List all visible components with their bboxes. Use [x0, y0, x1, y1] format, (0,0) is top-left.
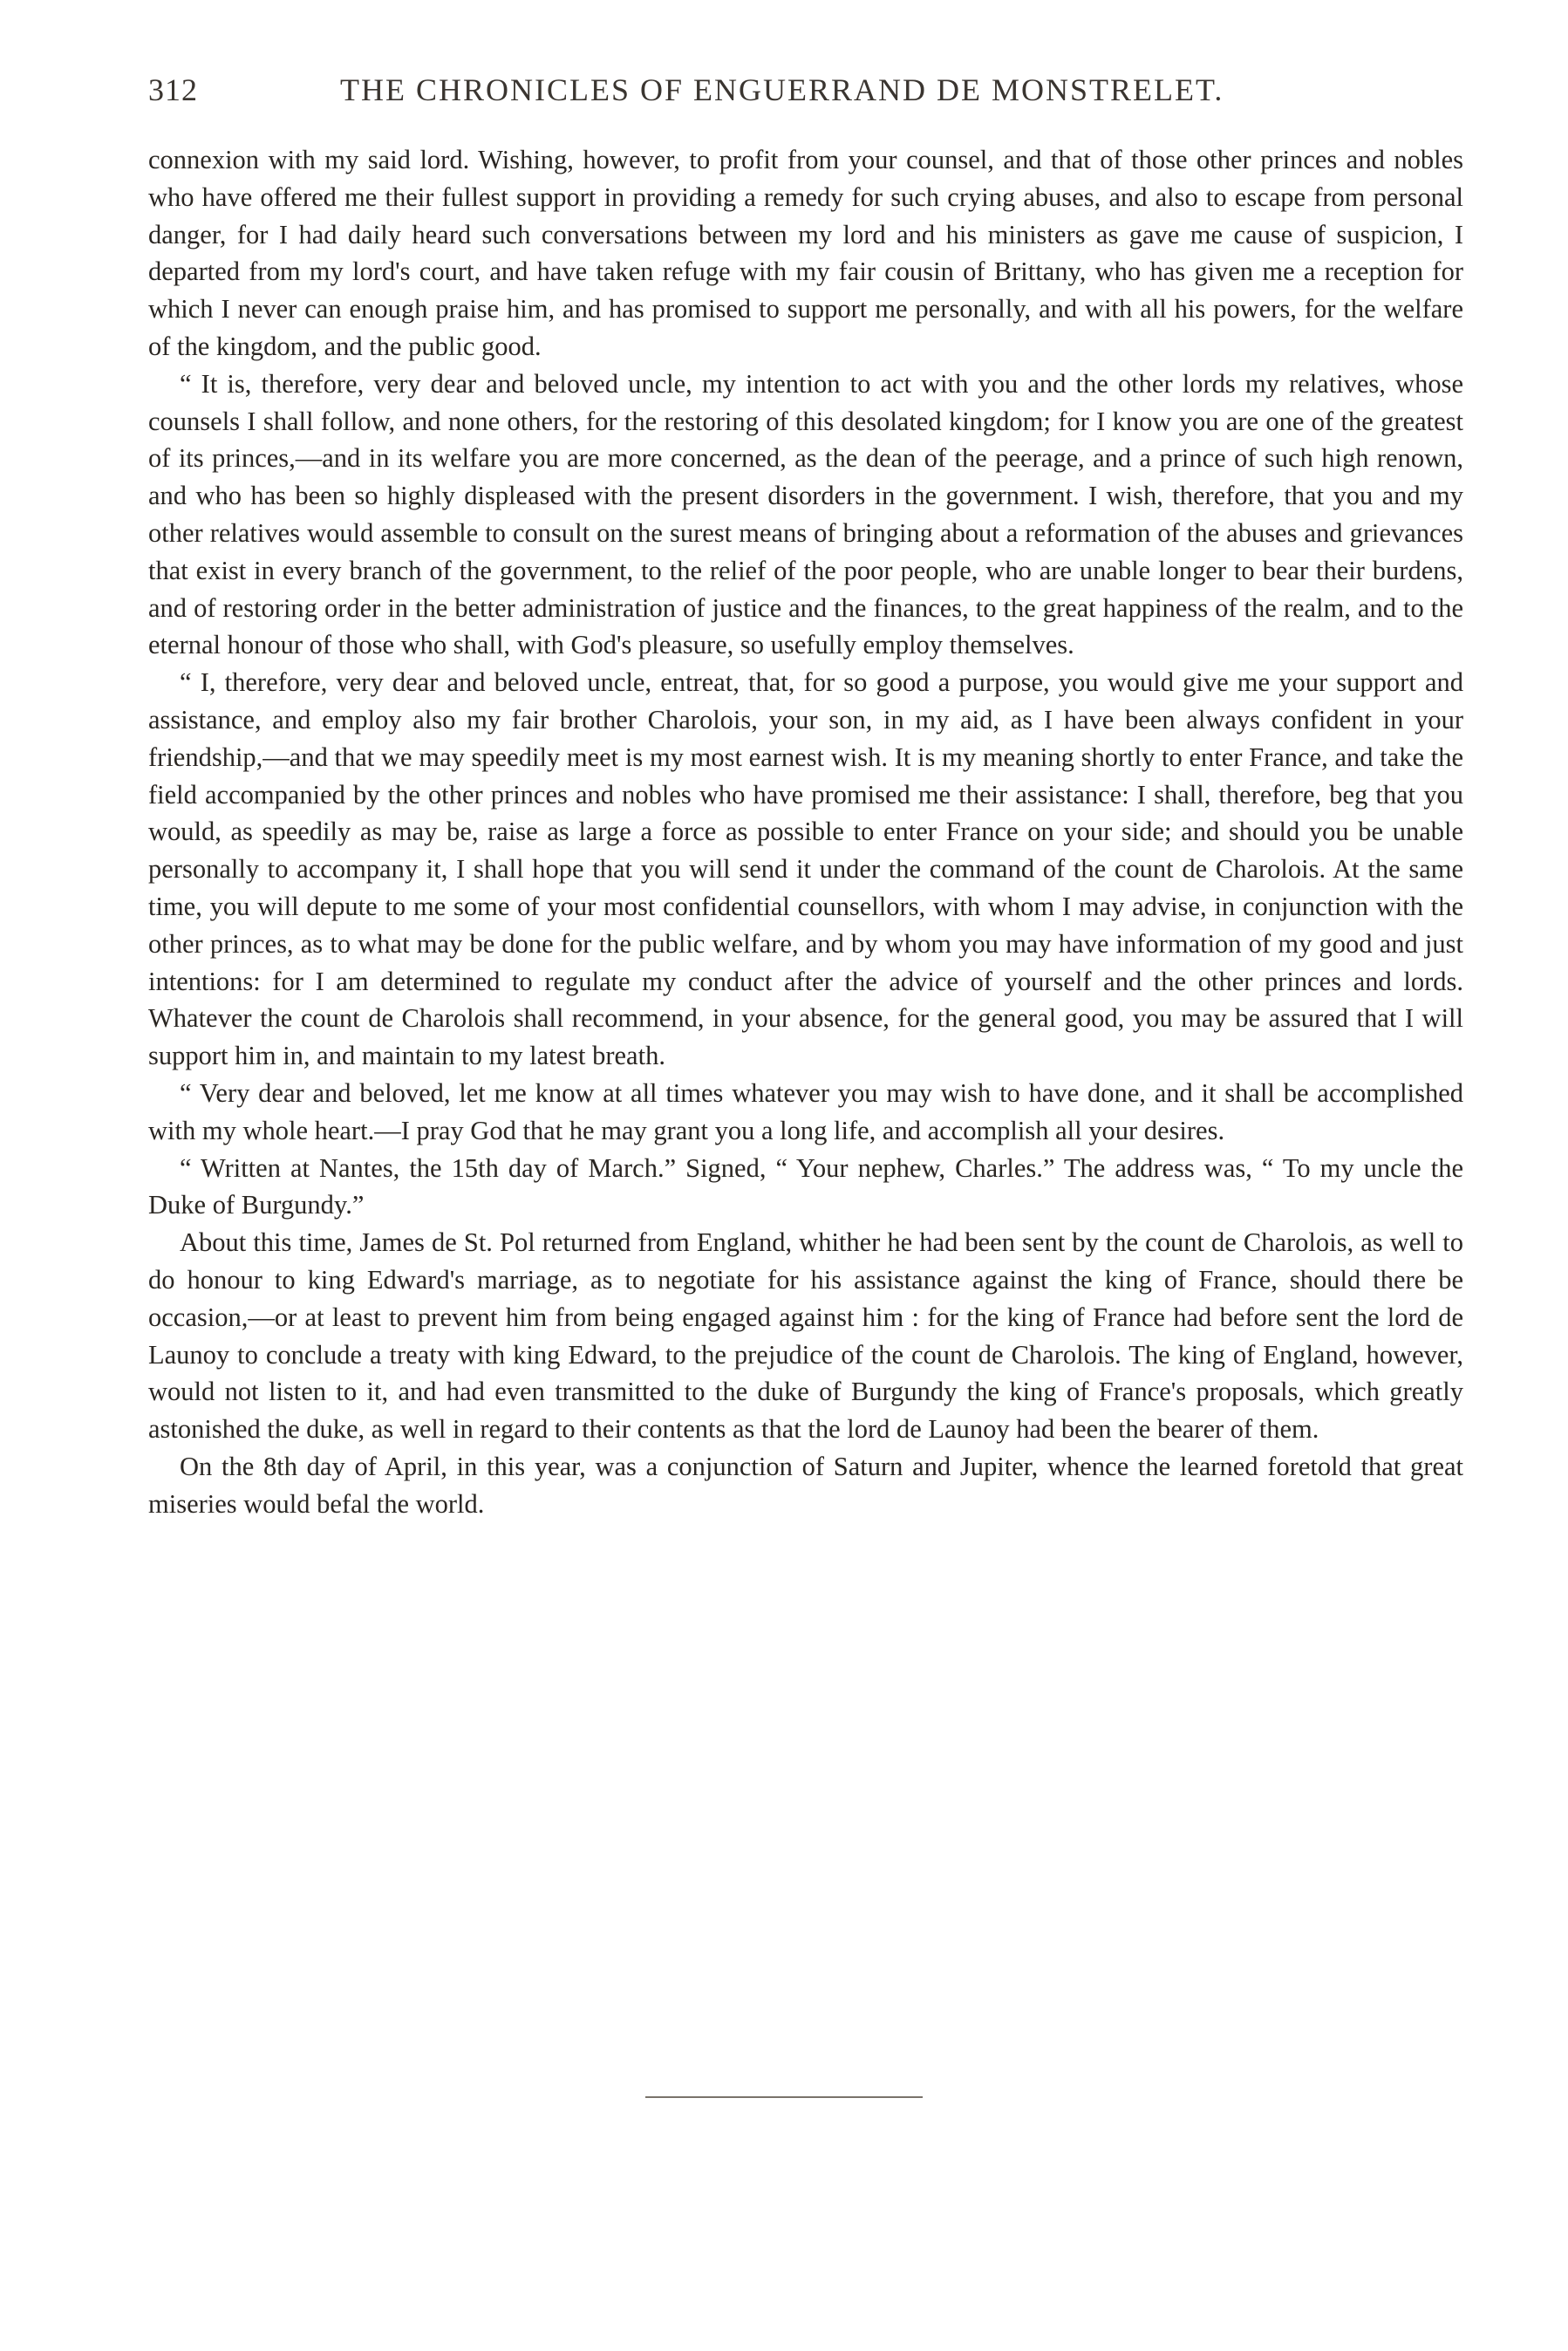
paragraph-letter-entreaty: “ I, therefore, very dear and beloved uncle, entreat, that, for so good a purpose, you would give me your support and assistance, and employ also my fair brother Charolois, your son, in my aid, as I have been always confident in your friendship,—and that we may speedily meet is my most earnest wish. It is my meaning shortly to enter France, and take the field accompanied by the other princes and nobles who have promised me their assistance: I shall, therefore, beg that you would, as speedily as may be, raise as large a force as possible to enter France on your side; and should you be unable personally to accompany it, I shall hope that you will send it under the command of the count de Charolois. At the same time, you will depute to me some of your most confidential counsellors, with whom I may advise, in conjunction with the other princes, as to what may be done for the public welfare, and by whom you may have information of my good and just intentions: for I am determined to regulate my conduct after the advice of yourself and the other princes and lords. Whatever the count de Charolois shall recommend, in your absence, for the general good, you may be assured that I will support him in, and maintain to my latest breath. — [148, 667, 1463, 1071]
running-head — [148, 72, 1299, 115]
end-rule-divider — [645, 2096, 923, 2098]
body-text — [148, 141, 1463, 1522]
paragraph-st-pol-return: About this time, James de St. Pol returned from England, whither he had been sent by the count de Charolois, as well to do honour to king Edward's marriage, as to negotiate for his assistance against the king of France, should there be occasion,—or at least to prevent him from being engaged against him : for the king of France had before sent the lord de Launoy to conclude a treaty with king Edward, to the prejudice of the count de Charolois. The king of England, however, would not listen to it, and had even transmitted to the duke of Burgundy the king of France's proposals, which greatly astonished the duke, as well in regard to their contents as that the lord de Launoy had been the bearer of them. — [148, 1227, 1463, 1445]
paragraph-letter-signature: “ Written at Nantes, the 15th day of March.” Signed, “ Your nephew, Charles.” The address was, “ To my uncle the Duke of Burgundy.” — [148, 1152, 1463, 1220]
page-number: 312 — [148, 72, 198, 107]
paragraph-letter-intention: “ It is, therefore, very dear and beloved uncle, my intention to act with you and the other lords my relatives, whose counsels I shall follow, and none others, for the restoring of this desolated kingdom; for I know you are one of the greatest of its princes,—and in its welfare you are more concerned, as the dean of the peerage, and a prince of such high renown, and who has been so highly displeased with the present disorders in the government. I wish, therefore, that you and my other relatives would assemble to consult on the surest means of bringing about a reformation of the abuses and grievances that exist in every branch of the government, to the relief of the poor people, who are unable longer to bear their burdens, and of restoring order in the better administration of justice and the finances, to the great happiness of the realm, and to the eternal honour of those who shall, with God's pleasure, so usefully employ themselves. — [148, 368, 1463, 660]
paragraph-letter-closing: “ Very dear and beloved, let me know at all times whatever you may wish to have done, and it shall be accomplished with my whole heart.—I pray God that he may grant you a long life, and accomplish all your desires. — [148, 1077, 1463, 1145]
paragraph-continued: connexion with my said lord. Wishing, however, to profit from your counsel, and that of those other princes and nobles who have offered me their fullest support in providing a remedy for such crying abuses, and also to escape from personal danger, for I had daily heard such conversations between my lord and his ministers as gave me cause of suspicion, I departed from my lord's court, and have taken refuge with my fair cousin of Brittany, who has given me a reception for which I never can enough praise him, and has promised to support me personally, and with all his powers, for the welfare of the kingdom, and the public good. — [148, 145, 1463, 361]
running-title: THE CHRONICLES OF ENGUERRAND DE MONSTRELET. — [340, 72, 1224, 107]
paragraph-conjunction: On the 8th day of April, in this year, was a conjunction of Saturn and Jupiter, whence the learned foretold that great miseries would befal the world. — [148, 1451, 1463, 1519]
